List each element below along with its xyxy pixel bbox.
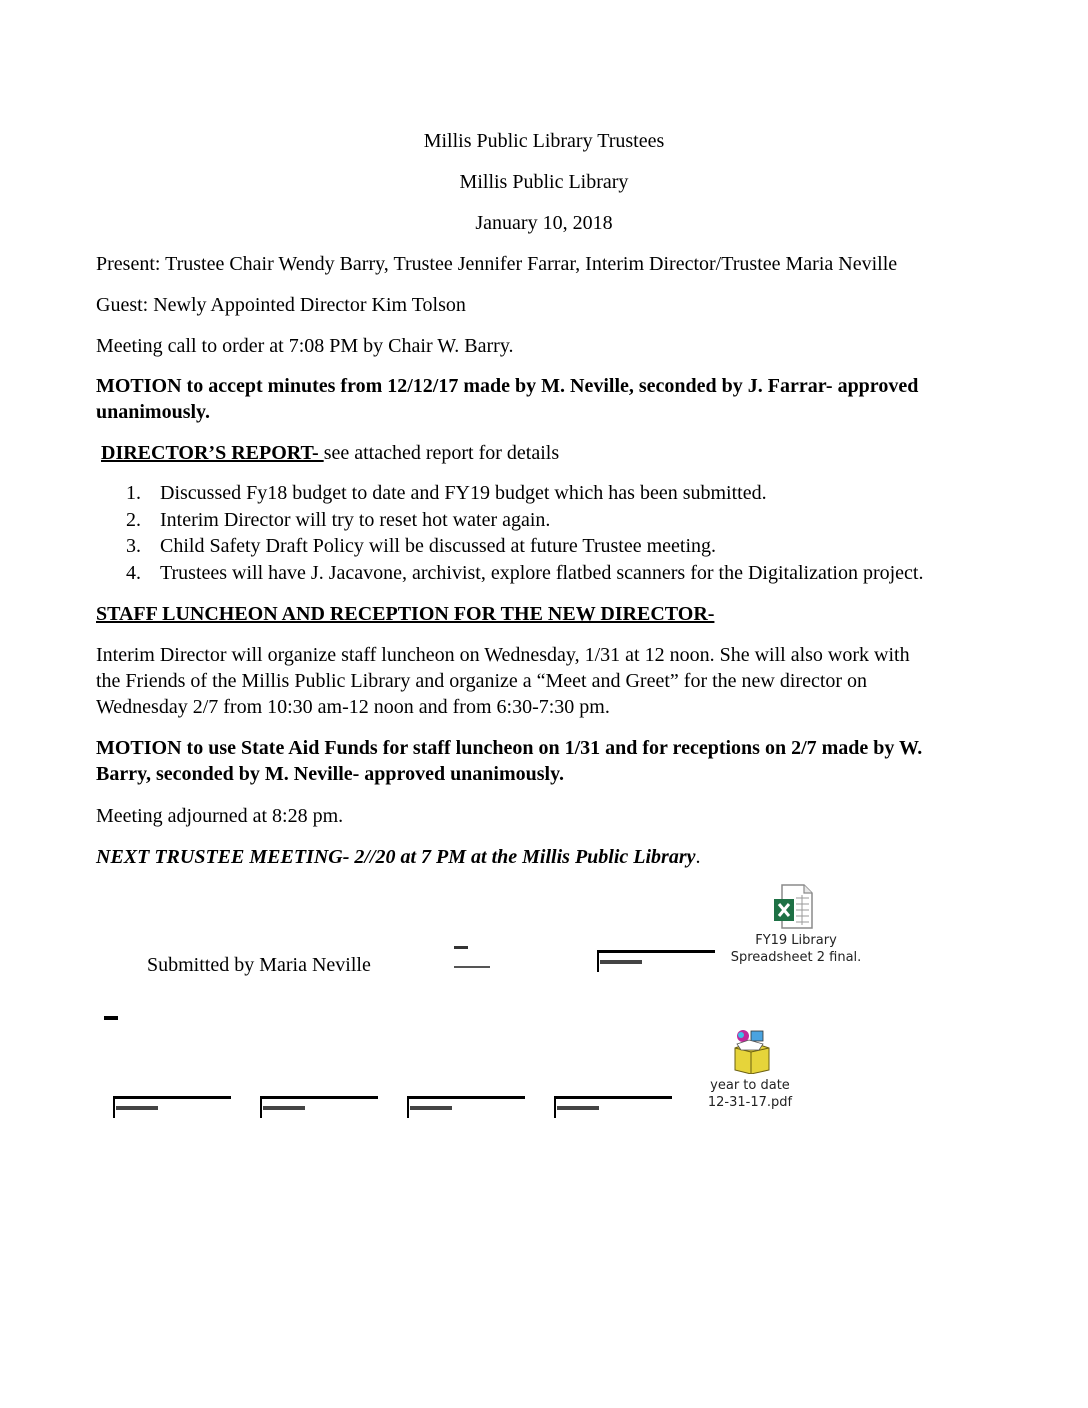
staff-line-1: Interim Director will organize staff luncheon on Wednesday, 1/31 at 12 noon. She will also work with [96, 644, 910, 666]
list-item-number: 1. [126, 482, 141, 504]
excel-file-label[interactable] [716, 932, 876, 966]
meeting-date: January 10, 2018 [475, 212, 613, 234]
next-meeting-period: . [695, 846, 701, 868]
pdf-label-line2: 12-31-17.pdf [707, 1095, 793, 1110]
motion-minutes [96, 373, 996, 425]
title-board: Millis Public Library Trustees [423, 130, 665, 152]
embedded-object-caption [116, 1105, 158, 1111]
guest-line: Guest: Newly Appointed Director Kim Tolson [96, 294, 466, 316]
embedded-object-caption [263, 1105, 305, 1111]
next-meeting-line [96, 844, 996, 870]
excel-label-line1: FY19 Library [755, 933, 837, 948]
staff-line-3: Wednesday 2/7 from 10:30 am-12 noon and from 6:30-7:30 pm. [96, 696, 610, 718]
staff-line-2: the Friends of the Millis Public Library and organize a “Meet and Greet” for the new director on [96, 670, 868, 692]
excel-label-line2: Spreadsheet 2 final. [730, 950, 862, 965]
list-item [96, 480, 996, 507]
embedded-budget-object[interactable] [597, 950, 715, 972]
adjourned-line: Meeting adjourned at 8:28 pm. [96, 805, 344, 827]
list-item-text: Trustees will have J. Jacavone, archivist, explore flatbed scanners for the Digitalization project. [160, 561, 924, 584]
next-meeting-text: NEXT TRUSTEE MEETING- 2//20 at 7 PM at the Millis Public Library [96, 846, 696, 868]
embedded-object-caption [600, 959, 642, 965]
list-item [96, 507, 996, 534]
embedded-budget-object[interactable] [260, 1096, 378, 1118]
embedded-budget-object[interactable] [407, 1096, 525, 1118]
present-line: Present: Trustee Chair Wendy Barry, Trustee Jennifer Farrar, Interim Director/Trustee Maria Neville [96, 253, 898, 275]
list-item-number: 2. [126, 508, 141, 531]
embedded-object-marker [104, 1016, 118, 1020]
list-item-text: Interim Director will try to reset hot water again. [160, 508, 551, 531]
directors-report-list [96, 480, 996, 586]
embedded-budget-object[interactable] [113, 1096, 231, 1118]
directors-report-heading-line [101, 440, 1001, 466]
embedded-object-caption [557, 1105, 599, 1111]
motion-state-aid [96, 735, 996, 787]
thumbnail-lines [454, 944, 494, 974]
excel-file-icon[interactable] [772, 884, 814, 930]
motion-minutes-line2: unanimously. [96, 401, 210, 423]
pdf-label-line1: year to date [710, 1078, 790, 1093]
list-item [96, 560, 996, 587]
motion-minutes-line1: MOTION to accept minutes from 12/12/17 made by M. Neville, seconded by J. Farrar- approved [96, 375, 919, 397]
staff-luncheon-heading: STAFF LUNCHEON AND RECEPTION FOR THE NEW DIRECTOR- [96, 603, 715, 625]
list-item-number: 3. [126, 535, 141, 557]
staff-luncheon-paragraph [96, 642, 996, 720]
list-item-text: Child Safety Draft Policy will be discussed at future Trustee meeting. [160, 535, 717, 557]
list-item-text: Discussed Fy18 budget to date and FY19 budget which has been submitted. [160, 482, 767, 504]
embedded-budget-object[interactable] [554, 1096, 672, 1118]
package-file-icon[interactable] [729, 1028, 773, 1074]
motion-state-aid-line1: MOTION to use State Aid Funds for staff luncheon on 1/31 and for receptions on 2/7 made by W. [96, 737, 923, 759]
list-item-number: 4. [126, 561, 141, 584]
submitted-by: Submitted by Maria Neville [147, 954, 371, 976]
embedded-report-thumbnail[interactable] [454, 944, 494, 974]
embedded-object-caption [410, 1105, 452, 1111]
directors-report-heading: DIRECTOR’S REPORT- [101, 442, 324, 464]
list-item [96, 533, 996, 560]
call-to-order-line: Meeting call to order at 7:08 PM by Chair W. Barry. [96, 335, 514, 357]
pdf-file-label[interactable] [670, 1077, 830, 1111]
title-library: Millis Public Library [459, 171, 629, 193]
directors-report-note: see attached report for details [323, 442, 560, 464]
motion-state-aid-line2: Barry, seconded by M. Neville- approved unanimously. [96, 763, 565, 785]
